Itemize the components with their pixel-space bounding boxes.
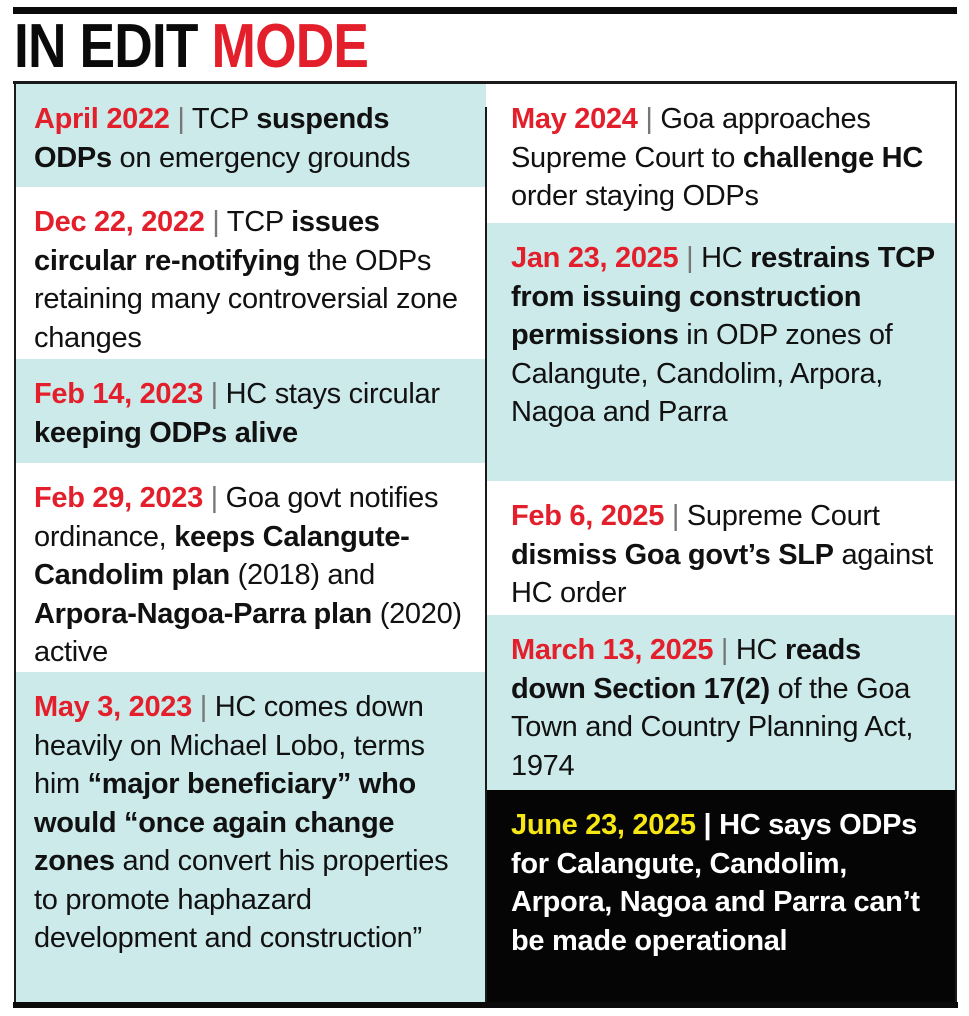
entry-text-bold: keeping ODPs alive — [34, 416, 298, 449]
entry-date: March 13, 2025 — [511, 634, 714, 666]
entry-text: TCP — [191, 103, 257, 135]
entry-text: order staying ODPs — [511, 180, 759, 212]
entry-text: (2018) and — [229, 559, 375, 591]
entry-text: of the Goa Town and Country Planning Act, 1974 — [511, 672, 914, 782]
separator: | — [664, 500, 687, 532]
entry-text-bold: Arpora-Nagoa-Parra plan — [34, 597, 372, 630]
entry-text: Goa approaches Supreme Court to — [511, 103, 871, 174]
entry-date: May 2024 — [511, 103, 638, 135]
entry-text: (2020) active — [34, 597, 462, 668]
separator: | — [191, 691, 215, 723]
entry-text-bold: suspends ODPs — [34, 103, 390, 174]
entry-date: June 23, 2025 — [511, 809, 696, 841]
timeline-entry — [487, 223, 955, 481]
timeline-entry-highlight — [487, 790, 955, 1002]
entry-text: HC — [735, 634, 785, 666]
separator: | — [695, 809, 720, 841]
timeline-entry — [16, 672, 486, 1002]
timeline-entry — [16, 359, 486, 463]
separator: | — [204, 206, 227, 238]
entry-date: Dec 22, 2022 — [34, 206, 205, 238]
timeline-entry — [487, 481, 955, 615]
separator: | — [202, 482, 226, 514]
entry-text: HC stays circular — [225, 378, 440, 410]
entry-text-bold: reads down Section 17(2) — [511, 634, 861, 705]
entry-date: April 2022 — [34, 103, 170, 135]
entry-text: in ODP zones of Calangute, Candolim, Arpora, Nagoa and Parra — [511, 319, 893, 428]
entry-date: Feb 29, 2023 — [34, 482, 203, 514]
entry-text-bold: dismiss Goa govt’s SLP — [511, 538, 834, 571]
entry-text-bold: issues circular re-notifying — [34, 206, 380, 277]
entry-text-bold: “major beneficiary” who would “once again change zones — [34, 768, 416, 877]
entry-text: HC comes down heavily on Michael Lobo, terms him — [34, 691, 425, 800]
timeline-entry — [487, 84, 955, 223]
separator: | — [169, 103, 192, 135]
page-title — [14, 14, 368, 80]
timeline-entry — [487, 615, 955, 790]
bottom-rule — [13, 1002, 958, 1008]
timeline-entry — [16, 84, 486, 187]
entry-date: Jan 23, 2025 — [511, 242, 679, 274]
entry-text-bold: keeps Calangute-Candolim plan — [34, 520, 410, 591]
entry-text-bold: restrains TCP from issuing construction permissions — [511, 242, 935, 351]
title-part-1: IN EDIT — [14, 12, 212, 81]
entry-text: against HC order — [511, 538, 933, 609]
entry-text-bold: challenge HC — [742, 141, 923, 174]
separator: | — [637, 103, 661, 135]
entry-text: the ODPs retaining many controversial zone changes — [34, 244, 458, 354]
entry-text: TCP — [226, 206, 292, 238]
entry-date: Feb 6, 2025 — [511, 500, 665, 532]
timeline-entry — [16, 187, 486, 359]
entry-text: and convert his properties to promote haphazard development and construction” — [34, 845, 449, 954]
separator: | — [713, 634, 736, 666]
timeline-entry — [16, 463, 486, 672]
entry-date: May 3, 2023 — [34, 691, 192, 723]
entry-text-bold: HC says ODPs for Calangute, Candolim, Arpora, Nagoa and Parra can’t be made operational — [511, 809, 920, 957]
title-part-2: MODE — [211, 12, 369, 81]
entry-text: on emergency grounds — [111, 141, 411, 174]
separator: | — [678, 242, 702, 274]
entry-text: Goa govt notifies ordinance, — [34, 482, 439, 553]
entry-text: Supreme Court — [686, 500, 880, 532]
entry-date: Feb 14, 2023 — [34, 378, 203, 410]
entry-text: HC — [701, 242, 751, 274]
separator: | — [202, 378, 226, 410]
column-divider — [485, 107, 487, 1002]
